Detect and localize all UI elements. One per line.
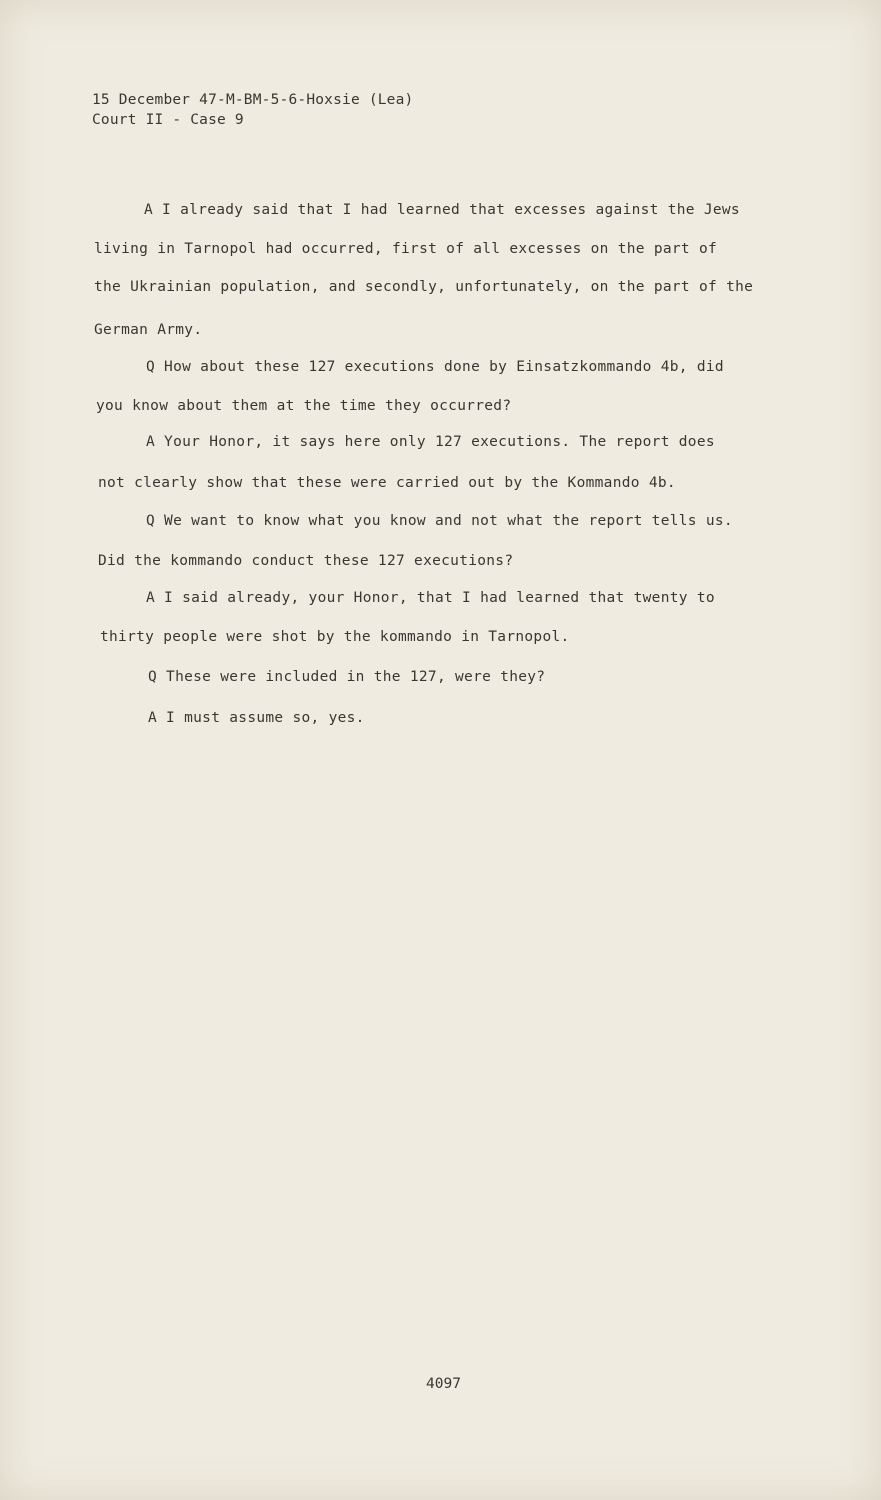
- transcript-line: Q These were included in the 127, were they?: [148, 669, 546, 685]
- transcript-line: A Your Honor, it says here only 127 executions. The report does: [146, 434, 715, 450]
- transcript-line: Q How about these 127 executions done by Einsatzkommando 4b, did: [146, 359, 724, 375]
- transcript-line: Did the kommando conduct these 127 executions?: [98, 553, 514, 569]
- header-date-reference: 15 December 47-M-BM-5-6-Hoxsie (Lea): [92, 92, 414, 108]
- transcript-line: A I said already, your Honor, that I had learned that twenty to: [146, 590, 715, 606]
- transcript-line: A I must assume so, yes.: [148, 710, 365, 726]
- document-header: [92, 90, 413, 130]
- transcript-line: A I already said that I had learned that excesses against the Jews: [144, 202, 740, 218]
- header-court-case: Court II - Case 9: [92, 112, 244, 128]
- transcript-line: thirty people were shot by the kommando in Tarnopol.: [100, 629, 570, 645]
- transcript-line: not clearly show that these were carried out by the Kommando 4b.: [98, 475, 676, 491]
- transcript-line: the Ukrainian population, and secondly, unfortunately, on the part of the: [94, 279, 754, 295]
- transcript-line: you know about them at the time they occurred?: [96, 398, 512, 414]
- transcript-line: Q We want to know what you know and not what the report tells us.: [146, 513, 733, 529]
- transcript-line: German Army.: [94, 322, 203, 338]
- transcript-line: living in Tarnopol had occurred, first of all excesses on the part of: [94, 241, 718, 257]
- page-number: 4097: [426, 1376, 461, 1392]
